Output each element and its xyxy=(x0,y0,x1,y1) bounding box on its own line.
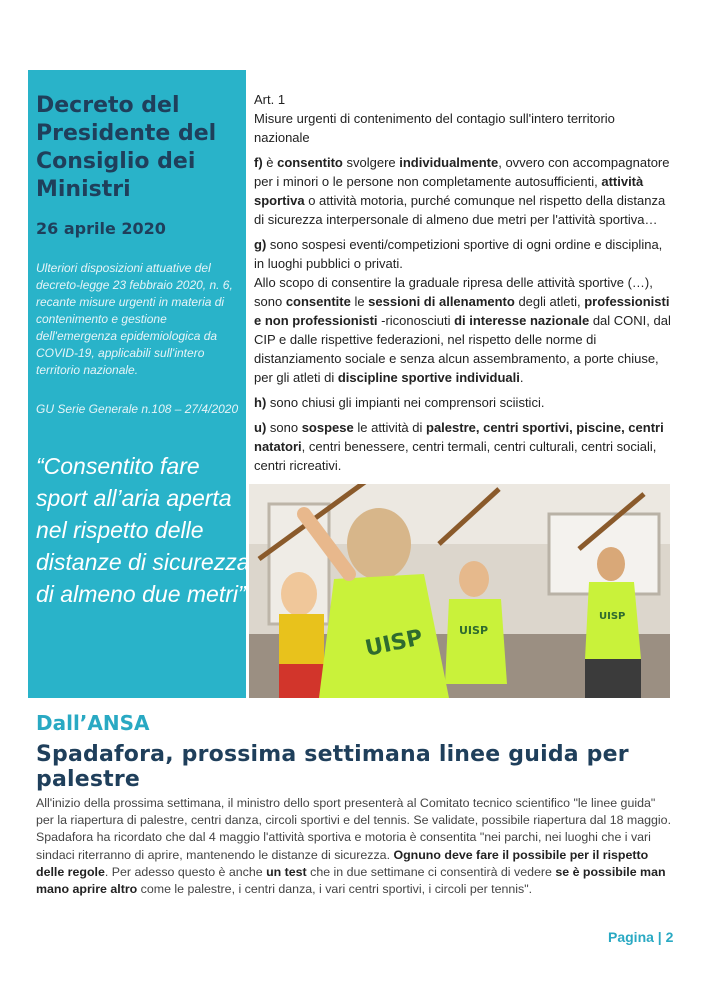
news-headline: Spadafora, prossima settimana linee guida per palestre xyxy=(36,742,629,792)
shirt-text-main: UISP xyxy=(363,625,426,662)
article-number: Art. 1 xyxy=(254,92,286,107)
news-body xyxy=(36,795,676,898)
gazette-source: GU Serie Generale n.108 – 27/4/2020 xyxy=(36,402,239,416)
decree-title: Decreto del Presidente del Consiglio dei Ministri xyxy=(36,93,217,202)
decree-description: Ulteriori disposizioni attuative del decreto-legge 23 febbraio 2020, n. 6, recante misure urgenti in materia di contenimento e gestione dell'emergenza epidemiologica da COVID-19, applicabili sull'intero territorio nazionale. xyxy=(36,261,233,377)
article-text xyxy=(254,90,674,481)
article-heading: Misure urgenti di contenimento del contagio sull'intero territorio nazionale xyxy=(254,111,615,145)
clause-h: h) sono chiusi gli impianti nei comprensori sciistici. xyxy=(254,395,545,410)
shirt-text-second: UISP xyxy=(459,624,489,637)
fitness-class-illustration xyxy=(249,484,670,698)
clause-g: g) sono sospesi eventi/competizioni sportive di ogni ordine e disciplina, in luoghi pubblici o privati. Allo scopo di consentire la graduale ripresa delle attività sportive (…), sono consentite le sessioni di allenamento degli atleti, professionisti e non professionisti -riconosciuti di interesse nazionale dal CONI, dal CIP e dalle rispettive federazioni, nel rispetto delle norme di distanziamento sociale e senza alcun assembramento, a porte chiuse, per gli atleti di discipline sportive individuali. xyxy=(254,237,671,385)
clause-f: f) è consentito svolgere individualmente, ovvero con accompagnatore per i minori o le persone non completamente autosufficienti, attività sportiva o attività motoria, purché comunque nel rispetto della distanza di sicurezza interpersonale di almeno due metri per l'attività sportiva… xyxy=(254,155,670,227)
sidebar-panel xyxy=(28,70,250,698)
clause-u: u) sono sospese le attività di palestre, centri sportivi, piscine, centri natatori, centri benessere, centri termali, centri culturali, centri sociali, centri ricreativi. xyxy=(254,420,664,473)
shirt-text-third: UISP xyxy=(599,611,626,622)
page-number: Pagina | 2 xyxy=(608,929,674,945)
pull-quote: “Consentito fare sport all’aria aperta nel rispetto delle distanze di sicurezza di almeno due metri” xyxy=(36,453,250,607)
news-paragraph-2: Spadafora ha ricordato che dal 4 maggio l'attività sportiva e motoria è consentita "nei parchi, nei luoghi che i vari sindaci riterranno di aprire, mantenendo le distanze di sicurezza. Ognuno deve fare il possibile per il rispetto delle regole. Per adesso questo è anche un test che in due settimane ci consentirà di vedere se è possibile man mano aprire altro come le palestre, i centri danza, i vari centri sportivi, i circoli per tennis". xyxy=(36,830,666,897)
fitness-class-photo xyxy=(249,484,670,698)
decree-date: 26 aprile 2020 xyxy=(36,219,166,238)
news-source: Dall’ANSA xyxy=(36,711,150,735)
news-paragraph-1: All'inizio della prossima settimana, il ministro dello sport presenterà al Comitato tecnico scientifico "le linee guida" per la riapertura di palestre, centri danza, circoli sportivi e del tennis. Se validate, possibile riapertura dal 18 maggio. xyxy=(36,796,672,828)
